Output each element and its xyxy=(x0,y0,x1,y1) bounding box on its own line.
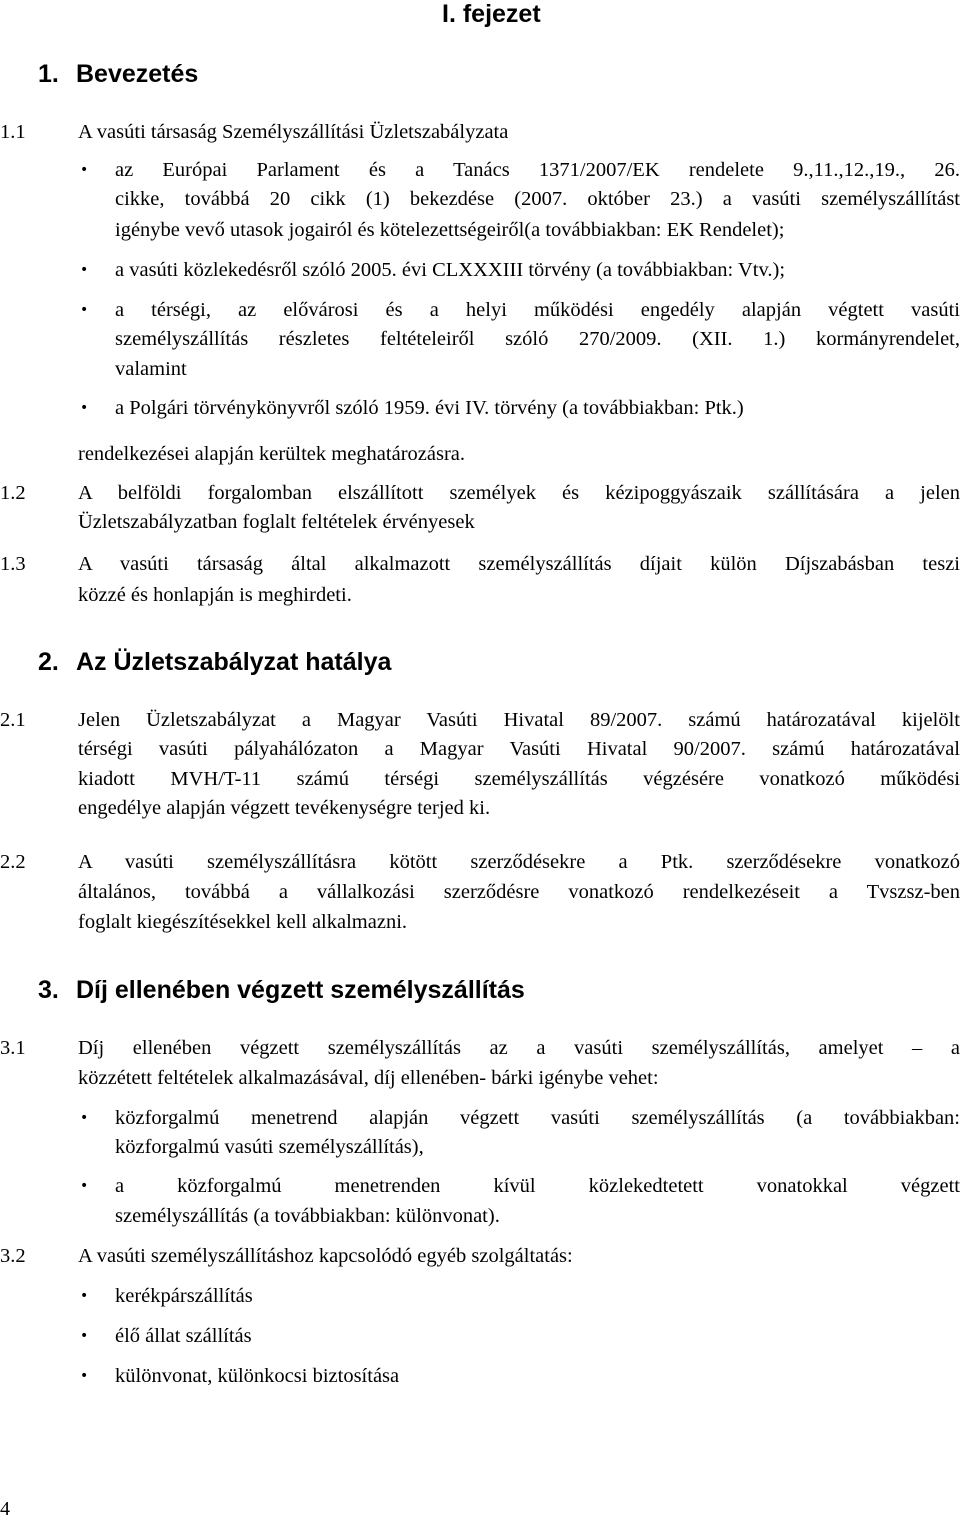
section-heading-2 xyxy=(38,648,391,677)
bullet-text-line: a Polgári törvénykönyvről szóló 1959. évi IV. törvény (a továbbiakban: Ptk.) xyxy=(115,397,744,419)
paragraph-line: foglalt kiegészítésekkel kell alkalmazni. xyxy=(78,911,408,933)
section-title: Díj ellenében végzett személyszállítás xyxy=(76,976,525,1004)
paragraph-number: 2.1 xyxy=(0,709,26,731)
paragraph-line: Üzletszabályzatban foglalt feltételek érvényesek xyxy=(78,511,475,533)
paragraph-number: 1.3 xyxy=(0,553,26,575)
bullet-icon: • xyxy=(80,1288,89,1304)
section-heading-1 xyxy=(38,60,198,89)
section-number: 1. xyxy=(38,60,59,88)
paragraph-line: általános, továbbá a vállalkozási szerződésre vonatkozó rendelkezéseit a Tvszsz-ben xyxy=(78,881,960,903)
paragraph-line: A belföldi forgalomban elszállított személyek és kézipoggyászaik szállítására a jelen xyxy=(78,482,960,504)
bullet-icon: • xyxy=(80,162,89,178)
bullet-icon: • xyxy=(80,1368,89,1384)
bullet-text-line: közforgalmú menetrend alapján végzett vasúti személyszállítás (a továbbiakban: xyxy=(115,1107,960,1129)
paragraph-number: 1.2 xyxy=(0,482,26,504)
bullet-text-line: valamint xyxy=(115,358,187,380)
bullet-text-line: a térségi, az elővárosi és a helyi működési engedély alapján végtett vasúti xyxy=(115,299,960,321)
bullet-icon: • xyxy=(80,1110,89,1126)
bullet-text-line: az Európai Parlament és a Tanács 1371/2007/EK rendelete 9.,11.,12.,19., 26. xyxy=(115,159,960,181)
bullet-icon: • xyxy=(80,262,89,278)
section-title: Bevezetés xyxy=(76,60,199,88)
paragraph-lead: A vasúti társaság Személyszállítási Üzletszabályzata xyxy=(78,121,509,143)
paragraph-closing: rendelkezései alapján kerültek meghatározásra. xyxy=(78,443,466,465)
paragraph-line: térségi vasúti pályahálózaton a Magyar Vasúti Hivatal 90/2007. számú határozatával xyxy=(78,738,960,760)
list-item: kerékpárszállítás xyxy=(115,1285,253,1307)
page-number: 4 xyxy=(0,1498,10,1520)
paragraph-line: engedélye alapján végzett tevékenységre terjed ki. xyxy=(78,797,491,819)
section-heading-3 xyxy=(38,976,525,1005)
bullet-text-line: a vasúti közlekedésről szóló 2005. évi CLXXXIII törvény (a továbbiakban: Vtv.); xyxy=(115,259,786,281)
list-item: élő állat szállítás xyxy=(115,1325,252,1347)
section-number: 2. xyxy=(38,648,59,676)
bullet-icon: • xyxy=(80,1328,89,1344)
chapter-title: I. fejezet xyxy=(442,0,541,28)
bullet-text-line: igénybe vevő utasok jogairól és kötelezettségeiről(a továbbiakban: EK Rendelet); xyxy=(115,219,785,241)
paragraph-line: közzétett feltételek alkalmazásával, díj ellenében- bárki igénybe vehet: xyxy=(78,1067,659,1089)
bullet-icon: • xyxy=(80,1178,89,1194)
paragraph-line: Díj ellenében végzett személyszállítás az a vasúti személyszállítás, amelyet – a xyxy=(78,1037,960,1059)
paragraph-line: Jelen Üzletszabályzat a Magyar Vasúti Hivatal 89/2007. számú határozatával kijelölt xyxy=(78,709,960,731)
paragraph-number: 3.1 xyxy=(0,1037,26,1059)
paragraph-lead: A vasúti személyszállításhoz kapcsolódó egyéb szolgáltatás: xyxy=(78,1245,573,1267)
paragraph-line: közzé és honlapján is meghirdeti. xyxy=(78,584,352,606)
bullet-icon: • xyxy=(80,400,89,416)
bullet-text-line: a közforgalmú menetrenden kívül közlekedtetett vonatokkal végzett xyxy=(115,1175,960,1197)
bullet-text-line: közforgalmú vasúti személyszállítás), xyxy=(115,1136,424,1158)
bullet-text-line: cikke, továbbá 20 cikk (1) bekezdése (2007. október 23.) a vasúti személyszállítást xyxy=(115,188,960,210)
paragraph-number: 1.1 xyxy=(0,121,26,143)
list-item: különvonat, különkocsi biztosítása xyxy=(115,1365,400,1387)
bullet-text-line: személyszállítás részletes feltételeiről szóló 270/2009. (XII. 1.) kormányrendelet, xyxy=(115,328,960,350)
paragraph-line: A vasúti személyszállításra kötött szerződésekre a Ptk. szerződésekre vonatkozó xyxy=(78,851,960,873)
bullet-icon: • xyxy=(80,302,89,318)
paragraph-number: 3.2 xyxy=(0,1245,26,1267)
paragraph-number: 2.2 xyxy=(0,851,26,873)
section-number: 3. xyxy=(38,976,59,1004)
bullet-text-line: személyszállítás (a továbbiakban: különvonat). xyxy=(115,1205,500,1227)
paragraph-line: kiadott MVH/T-11 számú térségi személyszállítás végzésére vonatkozó működési xyxy=(78,768,960,790)
paragraph-line: A vasúti társaság által alkalmazott személyszállítás díjait külön Díjszabásban teszi xyxy=(78,553,960,575)
section-title: Az Üzletszabályzat hatálya xyxy=(76,648,392,676)
